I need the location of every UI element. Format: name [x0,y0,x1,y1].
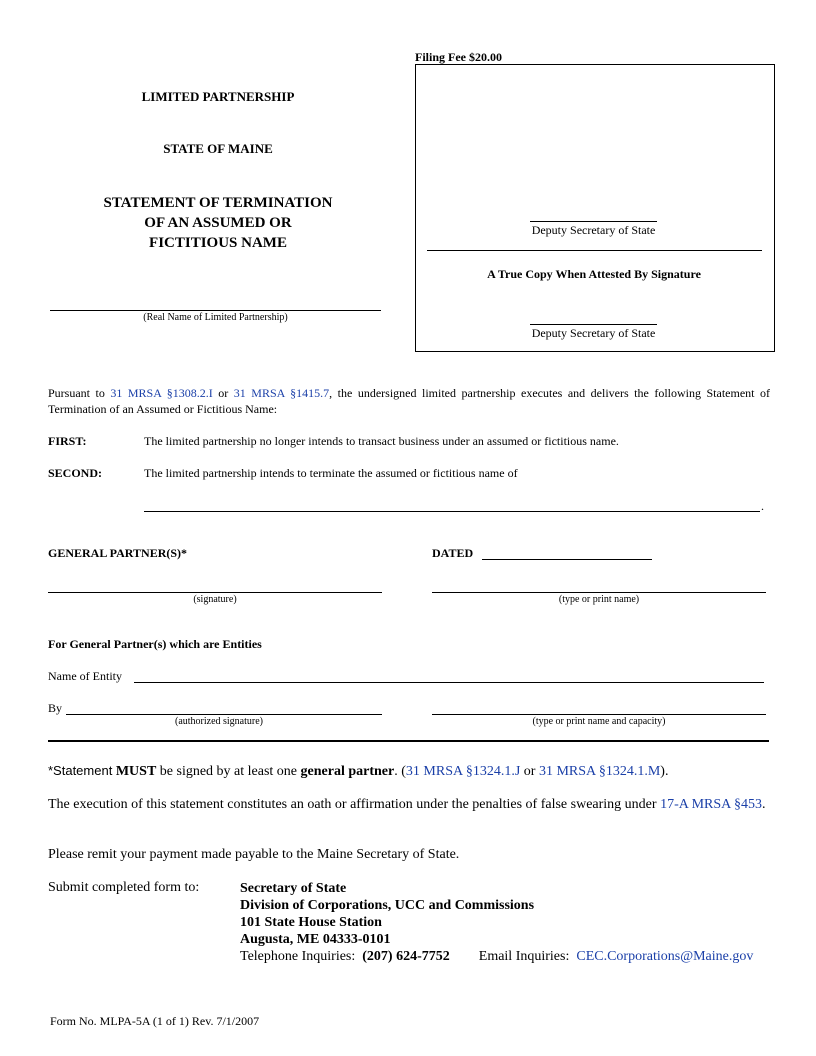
address-line2: Division of Corporations, UCC and Commissions [240,898,535,913]
authorized-signature-line[interactable] [66,714,382,715]
oath-note: The execution of this statement constitutes an oath or affirmation under the penalties of false swearing under 17-A MRSA §453. [48,797,766,812]
assumed-name-period: . [761,499,764,513]
print-capacity-caption: (type or print name and capacity) [532,716,666,727]
deputy-caption-2: Deputy Secretary of State [531,326,656,340]
phone-number: (207) 624-7752 [362,949,450,964]
statute-link-1324-j[interactable]: 31 MRSA §1324.1.J [405,764,521,779]
authorized-caption: (authorized signature) [174,716,264,727]
print-name-caption: (type or print name) [558,594,640,605]
second-label: SECOND: [48,466,103,480]
section-divider [48,740,769,742]
statute-link-453[interactable]: 17-A MRSA §453 [660,797,762,812]
entities-heading: For General Partner(s) which are Entities [48,637,262,651]
filing-box-divider [427,250,762,251]
print-name-line[interactable] [432,592,766,593]
deputy-signature-line-1 [530,221,657,222]
deputy-caption-1: Deputy Secretary of State [531,223,656,237]
address-line1: Secretary of State [240,881,347,896]
first-text: The limited partnership no longer intends to transact business under an assumed or fictitious name. [144,434,619,448]
remit-note: Please remit your payment made payable to the Maine Secretary of State. [48,847,460,862]
form-title-line3: FICTITIOUS NAME [149,235,287,251]
form-title-line2: OF AN ASSUMED OR [144,215,292,231]
dated-label: DATED [432,546,474,560]
name-of-entity-label: Name of Entity [48,669,122,683]
name-of-entity-field[interactable] [134,682,764,683]
real-name-caption: (Real Name of Limited Partnership) [143,312,288,323]
form-title [48,193,388,253]
email-link[interactable]: CEC.Corporations@Maine.gov [576,949,754,964]
assumed-name-line[interactable] [144,511,760,512]
header-line2: STATE OF MAINE [163,141,273,156]
print-capacity-line[interactable] [432,714,766,715]
first-label: FIRST: [48,434,87,448]
general-partners-heading: GENERAL PARTNER(S)* [48,546,188,560]
real-name-line[interactable] [50,310,381,311]
address-line4: Augusta, ME 04333-0101 [240,932,391,947]
signature-caption: (signature) [193,594,237,605]
submit-label: Submit completed form to: [48,880,200,895]
header-line1: LIMITED PARTNERSHIP [141,89,295,104]
dated-field[interactable] [482,559,652,560]
form-number: Form No. MLPA-5A (1 of 1) Rev. 7/1/2007 [50,1014,260,1028]
address-line3: 101 State House Station [240,915,382,930]
submit-address [240,880,753,965]
statute-link-1324-m[interactable]: 31 MRSA §1324.1.M [538,764,661,779]
signature-line[interactable] [48,592,382,593]
by-label: By [48,701,63,715]
form-title-line1: STATEMENT OF TERMINATION [103,195,333,211]
true-copy-text: A True Copy When Attested By Signature [487,267,701,281]
filing-fee: Filing Fee $20.00 [415,50,502,64]
filing-box [415,64,775,352]
contact-line: Telephone Inquiries: (207) 624-7752 Email Inquiries: CEC.Corporations@Maine.gov [240,949,754,964]
intro-paragraph: Pursuant to 31 MRSA §1308.2.I or 31 MRSA §1415.7, the undersigned limited partnership executes and delivers the following Statement of Termination of an Assumed or Fictitious Name: [48,386,770,416]
must-note: *Statement MUST be signed by at least one general partner. (31 MRSA §1324.1.J or 31 MRSA §1324.1.M). [48,763,669,779]
statute-link-1415[interactable]: 31 MRSA §1415.7 [233,386,330,400]
statute-link-1308[interactable]: 31 MRSA §1308.2.I [110,386,213,400]
second-text: The limited partnership intends to terminate the assumed or fictitious name of [144,466,518,480]
deputy-signature-line-2 [530,324,657,325]
